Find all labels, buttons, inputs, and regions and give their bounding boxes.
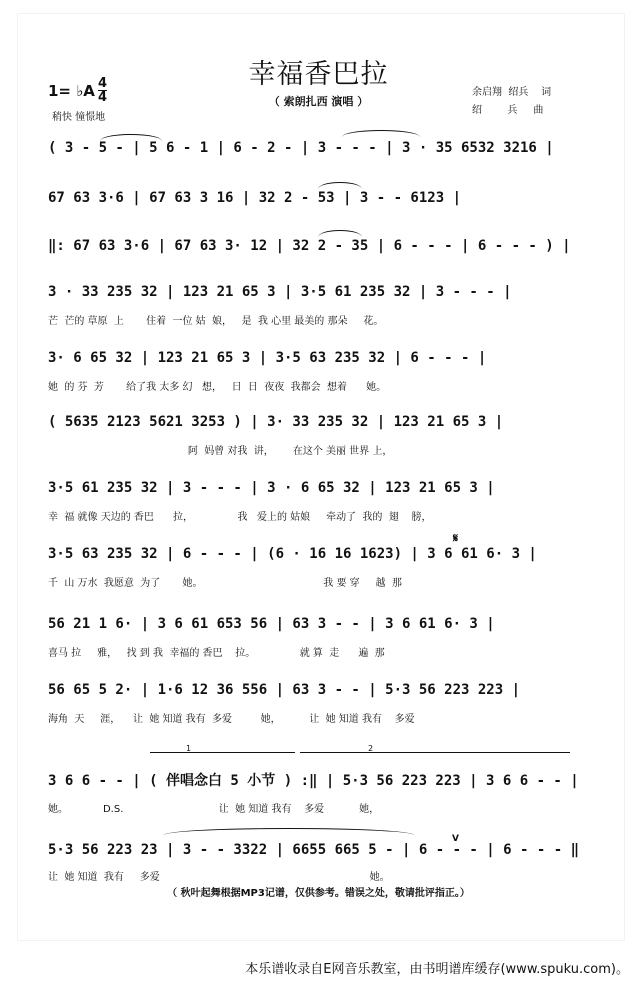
time-sig-bottom: 4	[98, 90, 108, 105]
breath-mark: V	[452, 834, 459, 844]
lyrics-row-9: 喜马 拉 雅， 找 到 我 幸福的 香巴 拉。 就 算 走 遍 那	[48, 648, 385, 659]
notation-row-11: 3 6 6 - - | ( 伴唱念白 5 小节 ) :‖ | 5·3 56 223 223 | 3 6 6 - - |	[48, 773, 579, 789]
volta-first-label: 1	[186, 744, 192, 753]
lyrics-row-7: 幸 福 就像 天边的 香巴 拉， 我 爱上的 姑娘 牵动了 我的 翅 膀，	[48, 512, 432, 523]
tie-arc	[318, 230, 362, 237]
notation-row-5: 3· 6 65 32 | 123 21 65 3 | 3·5 63 235 32 | 6 - - - |	[48, 350, 487, 366]
lyrics-row-8: 千 山 万水 我愿意 为了 她。 我 要 穿 越 那	[48, 578, 402, 589]
notation-row-1: ( 3 - 5 - | 5 6 - 1 | 6 - 2 - | 3 - - - | 3 · 35 6532 3216 |	[48, 140, 554, 156]
volta-second-label: 2	[368, 744, 374, 753]
lyrics-row-4: 芒 芒的 草原 上 住着 一位 姑 娘， 是 我 心里 最美的 那朵 花。	[48, 316, 384, 327]
key-signature: 1= ♭A	[48, 82, 95, 100]
notation-row-10: 56 65 5 2· | 1·6 12 36 556 | 63 3 - - | 5·3 56 223 223 |	[48, 682, 521, 698]
notation-row-8: 3·5 63 235 32 | 6 - - - | (6 · 16 16 1623) | 3 6 61 6· 3 |	[48, 546, 537, 562]
lyrics-row-12: 让 她 知道 我有 多爱 她。	[48, 872, 390, 883]
lyricist-credit: 余启翔 绍兵 词	[472, 87, 552, 98]
notation-row-6: ( 5635 2123 5621 3253 ) | 3· 33 235 32 | 123 21 65 3 |	[48, 414, 504, 430]
time-signature	[98, 78, 107, 103]
lyrics-row-10: 海角 天 涯， 让 她 知道 我有 多爱 她， 让 她 知道 我有 多爱	[48, 714, 415, 725]
tie-arc	[100, 134, 162, 141]
composer-credit: 绍 兵 曲	[472, 105, 544, 116]
tie-arc	[318, 182, 362, 189]
volta-first	[150, 744, 295, 754]
tie-arc	[164, 828, 414, 835]
notation-row-4: 3 · 33 235 32 | 123 21 65 3 | 3·5 61 235 32 | 3 - - - |	[48, 284, 512, 300]
lyrics-row-11: 她。 D.S. 让 她 知道 我有 多爱 她，	[48, 804, 380, 815]
segno-sign: 𝄋	[453, 531, 459, 545]
notation-row-3: ‖: 67 63 3·6 | 67 63 3· 12 | 32 2 - 35 | 6 - - - | 6 - - - ) |	[48, 238, 571, 254]
tempo-marking: 稍快 憧憬地	[52, 112, 106, 123]
notation-row-7: 3·5 61 235 32 | 3 - - - | 3 · 6 65 32 | 123 21 65 3 |	[48, 480, 495, 496]
source-footer: 本乐谱收录自E网音乐教室，由书明谱库缓存(www.spuku.com)。	[245, 962, 629, 977]
notation-row-9: 56 21 1 6· | 3 6 61 653 56 | 63 3 - - | 3 6 61 6· 3 |	[48, 616, 495, 632]
singer-line: （ 索朗扎西 演唱 ）	[268, 95, 369, 108]
time-sig-top: 4	[98, 76, 108, 91]
transcription-note: （ 秋叶起舞根据MP3记谱，仅供参考。错误之处，敬请批评指正。）	[167, 888, 470, 899]
lyrics-row-6: 阿 妈曾 对我 讲， 在这个 美丽 世界 上，	[48, 446, 393, 457]
tie-arc	[342, 130, 420, 137]
notation-row-12: 5·3 56 223 23 | 3 - - 3322 | 6655 665 5 - | 6 - - - | 6 - - - ‖	[48, 842, 580, 858]
notation-row-2: 67 63 3·6 | 67 63 3 16 | 32 2 - 53 | 3 - - 6123 |	[48, 190, 462, 206]
volta-second	[300, 744, 570, 754]
song-title: 幸福香巴拉	[248, 59, 389, 90]
lyrics-row-5: 她 的 芬 芳 给了我 太多 幻 想， 日 日 夜夜 我都会 想着 她。	[48, 382, 387, 393]
